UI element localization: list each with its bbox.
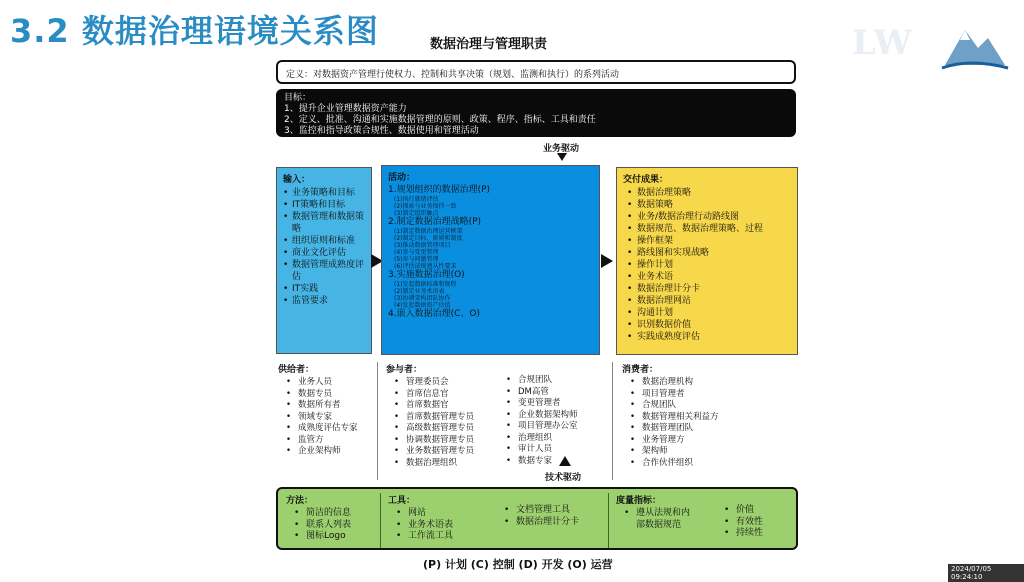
page-heading: 3.2 数据治理语境关系图 [10, 12, 379, 50]
activity-group: 1.规划组织的数据治理(P) [388, 185, 491, 195]
diagram-title: 数据治理与管理职责 [430, 37, 548, 52]
tools-section [388, 493, 498, 543]
list-item: • 合作伙伴组织 [622, 458, 798, 470]
goal-item: 2、定义、批准、沟通和实施数据管理的原则、政策、程序、指标、工具和责任 [284, 115, 596, 125]
list-item: • 协调数据管理专员 [386, 435, 506, 447]
list-item: • 领域专家 [278, 412, 374, 424]
divider [612, 362, 613, 480]
list-item: • 数据治理计分卡 [623, 283, 791, 295]
activity-step: (5)参与问题管理 [394, 256, 439, 263]
list-item: • 合规团队 [498, 375, 608, 387]
list-item: • 业务策略和目标 [283, 187, 365, 199]
technical-driver-label: 技术驱动 [545, 473, 582, 483]
list-item: • 商业文化评估 [283, 247, 365, 259]
definition-box: 定义：对数据资产管理行使权力、控制和共享决策（规划、监测和执行）的系列活动 [276, 60, 796, 84]
list-item: • 数据管理团队 [622, 423, 798, 435]
list-item: • 组织原则和标准 [283, 235, 365, 247]
consumers-section [622, 362, 798, 469]
goal-item: 1、提升企业管理数据资产能力 [284, 104, 407, 114]
metrics-title: 度量指标： [616, 496, 662, 506]
list-item: • 数据专家 [498, 456, 608, 468]
business-driver-label: 业务驱动 [543, 144, 580, 154]
list-item: • 路线图和实现战略 [623, 247, 791, 259]
inputs-panel [276, 167, 372, 354]
activities-title: 活动： [388, 173, 416, 183]
logo [850, 10, 1010, 80]
participants-title: 参与者： [386, 365, 423, 375]
list-item: • 数据治理组织 [386, 458, 506, 470]
list-item: • 业务术语 [623, 271, 791, 283]
list-item: • 数据专员 [278, 389, 374, 401]
list-item: • 监管方 [278, 435, 374, 447]
list-item: • 合规团队 [622, 400, 798, 412]
list-item: • 监管要求 [283, 295, 365, 307]
list-item: • 图标Logo [286, 531, 378, 543]
divider [377, 362, 378, 480]
activity-step: (6)评估法规遵从性要求 [394, 263, 457, 270]
list-item: • 业务数据管理专员 [386, 446, 506, 458]
activity-group: 3.实施数据治理(O) [388, 270, 465, 280]
down-arrow-icon [557, 153, 567, 161]
metrics-section [616, 493, 716, 531]
list-item: • 数据治理机构 [622, 377, 798, 389]
list-item: • 联系人列表 [286, 520, 378, 532]
list-item: • 业务术语表 [388, 520, 498, 532]
participants-section-2 [498, 375, 608, 467]
list-item: • 治理组织 [498, 433, 608, 445]
consumers-title: 消费者： [622, 365, 659, 375]
divider [608, 493, 609, 548]
activity-group: 2.制定数据治理战略(P) [388, 217, 482, 227]
list-item: • 企业架构师 [278, 446, 374, 458]
list-item: • 识别数据价值 [623, 319, 791, 331]
list-item: • 架构师 [622, 446, 798, 458]
activity-step: (4)参与变更管理 [394, 249, 439, 256]
metrics-section-2 [716, 505, 796, 540]
participants-section [386, 362, 506, 469]
list-item: • 首席信息官 [386, 389, 506, 401]
inputs-title: 输入： [283, 175, 311, 185]
activity-step: (3)制定组织触点 [394, 210, 439, 217]
list-item: • 项目管理者 [622, 389, 798, 401]
list-item: • 文档管理工具 [496, 505, 606, 517]
divider [380, 493, 381, 548]
activity-step: (3)推动数据管理项目 [394, 242, 451, 249]
deliverables-title: 交付成果： [623, 175, 669, 185]
suppliers-section [278, 362, 374, 458]
activity-step: (4)发起数据资产估值 [394, 302, 451, 309]
list-item: • 数据管理和数据策略 [283, 211, 365, 235]
list-item: • 业务/数据治理行动路线图 [623, 211, 791, 223]
list-item: • 企业数据架构师 [498, 410, 608, 422]
list-item: • 持续性 [716, 528, 796, 540]
list-item: • 数据策略 [623, 199, 791, 211]
legend: (P) 计划 (C) 控制 (D) 开发 (O) 运营 [423, 558, 613, 571]
tools-section-2 [496, 505, 606, 528]
list-item: • 数据管理成熟度评估 [283, 259, 365, 283]
list-item: • IT策略和目标 [283, 199, 365, 211]
list-item: • 数据治理计分卡 [496, 517, 606, 529]
goal-item: 3、监控和指导政策合规性、数据使用和管理活动 [284, 126, 479, 136]
mountain-logo-icon [850, 10, 1010, 80]
activity-step: (2)制定业务术语表 [394, 288, 445, 295]
tools-title: 工具： [388, 496, 416, 506]
bottom-bar [276, 487, 798, 550]
activity-step: (3)协调架构团队协作 [394, 295, 451, 302]
suppliers-title: 供给者： [278, 365, 315, 375]
timestamp: 2024/07/05 09:24:10 [948, 564, 1024, 582]
list-item: • 项目管理办公室 [498, 421, 608, 433]
methods-title: 方法： [286, 496, 314, 506]
activity-step: (1)制定数据治理运营框架 [394, 228, 463, 235]
activity-group: 4.嵌入数据治理(C、O) [388, 309, 480, 319]
list-item: • 沟通计划 [623, 307, 791, 319]
list-item: • 实践成熟度评估 [623, 331, 791, 343]
list-item: • 遵从法规和内部数据规范 [616, 508, 696, 531]
list-item: • 数据所有者 [278, 400, 374, 412]
list-item: • 操作计划 [623, 259, 791, 271]
list-item: • 首席数据官 [386, 400, 506, 412]
activity-step: (2)探索与业务保持一致 [394, 203, 457, 210]
svg-text:LW: LW [852, 23, 912, 63]
list-item: • 审计人员 [498, 444, 608, 456]
list-item: • 管理委员会 [386, 377, 506, 389]
list-item: • 成熟度评估专家 [278, 423, 374, 435]
list-item: • 简洁的信息 [286, 508, 378, 520]
activity-step: (1)发起数据标准和规程 [394, 281, 457, 288]
methods-section [286, 493, 378, 543]
up-arrow-icon [559, 456, 571, 466]
list-item: • 价值 [716, 505, 796, 517]
list-item: • 数据治理策略 [623, 187, 791, 199]
list-item: • DM高管 [498, 387, 608, 399]
list-item: • 高级数据管理专员 [386, 423, 506, 435]
right-arrow-icon [601, 254, 613, 268]
list-item: • 数据治理网站 [623, 295, 791, 307]
activity-step: (2)制定目标、原则和制度 [394, 235, 463, 242]
list-item: • 业务人员 [278, 377, 374, 389]
list-item: • 操作框架 [623, 235, 791, 247]
list-item: • 数据管理相关利益方 [622, 412, 798, 424]
goals-box [276, 89, 796, 137]
list-item: • 业务管理方 [622, 435, 798, 447]
list-item: • 变更管理者 [498, 398, 608, 410]
list-item: • 数据规范、数据治理策略、过程 [623, 223, 791, 235]
list-item: • 工作流工具 [388, 531, 498, 543]
list-item: • 首席数据管理专员 [386, 412, 506, 424]
list-item: • IT实践 [283, 283, 365, 295]
deliverables-panel [616, 167, 798, 355]
goals-label: 目标： [284, 93, 312, 103]
activities-panel [381, 165, 600, 355]
list-item: • 有效性 [716, 517, 796, 529]
list-item: • 网站 [388, 508, 498, 520]
activity-step: (1)执行就绪评估 [394, 196, 439, 203]
